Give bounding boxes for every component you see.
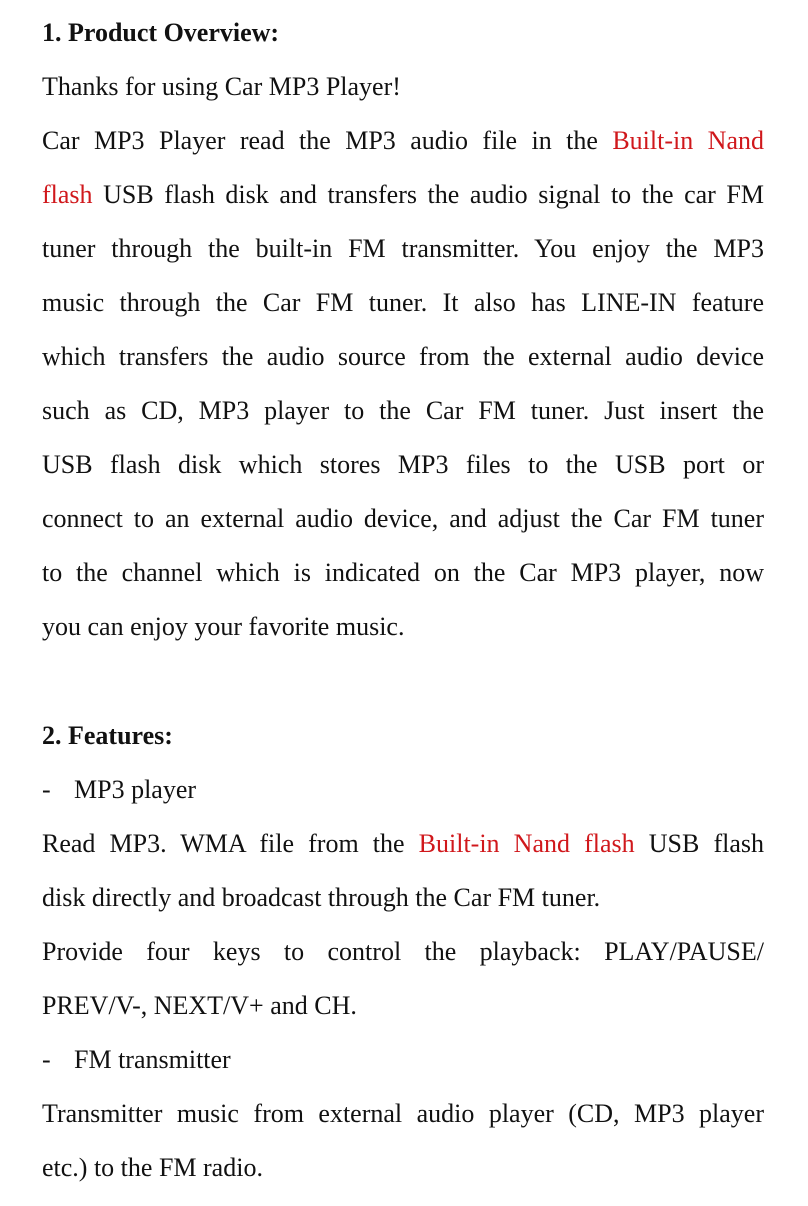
overview-paragraph-line-10: you can enjoy your favorite music. xyxy=(42,612,405,641)
section-heading-product-overview: 1. Product Overview: xyxy=(42,18,280,47)
bullet-dash: - xyxy=(42,1045,51,1074)
feature-item-mp3-player xyxy=(42,773,764,807)
fm-paragraph-line-2: etc.) to the FM radio. xyxy=(42,1153,263,1182)
overview-paragraph-line-9: to the channel which is indicated on the Car MP3 player, now xyxy=(42,558,764,587)
highlight-flash: flash xyxy=(42,180,93,209)
overview-paragraph-line-8: connect to an external audio device, and adjust the Car FM tuner xyxy=(42,504,764,533)
mp3-paragraph-line-2: disk directly and broadcast through the Car FM tuner. xyxy=(42,883,601,912)
overview-text: Car MP3 Player read the MP3 audio file in the xyxy=(42,126,613,155)
mp3-paragraph-line-4: PREV/V-, NEXT/V+ and CH. xyxy=(42,991,357,1020)
feature-title: FM transmitter xyxy=(74,1045,231,1074)
overview-paragraph-line-5: which transfers the audio source from the external audio device xyxy=(42,342,764,371)
section-heading-features: 2. Features: xyxy=(42,721,173,750)
thanks-line: Thanks for using Car MP3 Player! xyxy=(42,72,401,101)
overview-paragraph-line-6: such as CD, MP3 player to the Car FM tuner. Just insert the xyxy=(42,396,764,425)
highlight-built-in-nand-flash: Built-in Nand flash xyxy=(418,829,635,858)
feature-title: MP3 player xyxy=(74,775,197,804)
overview-paragraph-line-1 xyxy=(42,124,764,158)
overview-paragraph-line-7: USB flash disk which stores MP3 files to the USB port or xyxy=(42,450,764,479)
mp3-text: USB flash xyxy=(634,829,764,858)
mp3-text: Read MP3. WMA file from the xyxy=(42,829,419,858)
overview-text: USB flash disk and transfers the audio signal to the car FM xyxy=(92,180,764,209)
overview-paragraph-line-4: music through the Car FM tuner. It also has LINE-IN feature xyxy=(42,288,764,317)
highlight-built-in-nand: Built-in Nand xyxy=(612,126,764,155)
mp3-paragraph-line-3: Provide four keys to control the playback: PLAY/PAUSE/ xyxy=(42,937,764,966)
overview-paragraph-line-2 xyxy=(42,178,764,212)
feature-item-fm-transmitter xyxy=(42,1043,764,1077)
bullet-dash: - xyxy=(42,775,51,804)
mp3-paragraph-line-1 xyxy=(42,827,764,861)
overview-paragraph-line-3: tuner through the built-in FM transmitter. You enjoy the MP3 xyxy=(42,234,764,263)
fm-paragraph-line-1: Transmitter music from external audio player (CD, MP3 player xyxy=(42,1099,764,1128)
